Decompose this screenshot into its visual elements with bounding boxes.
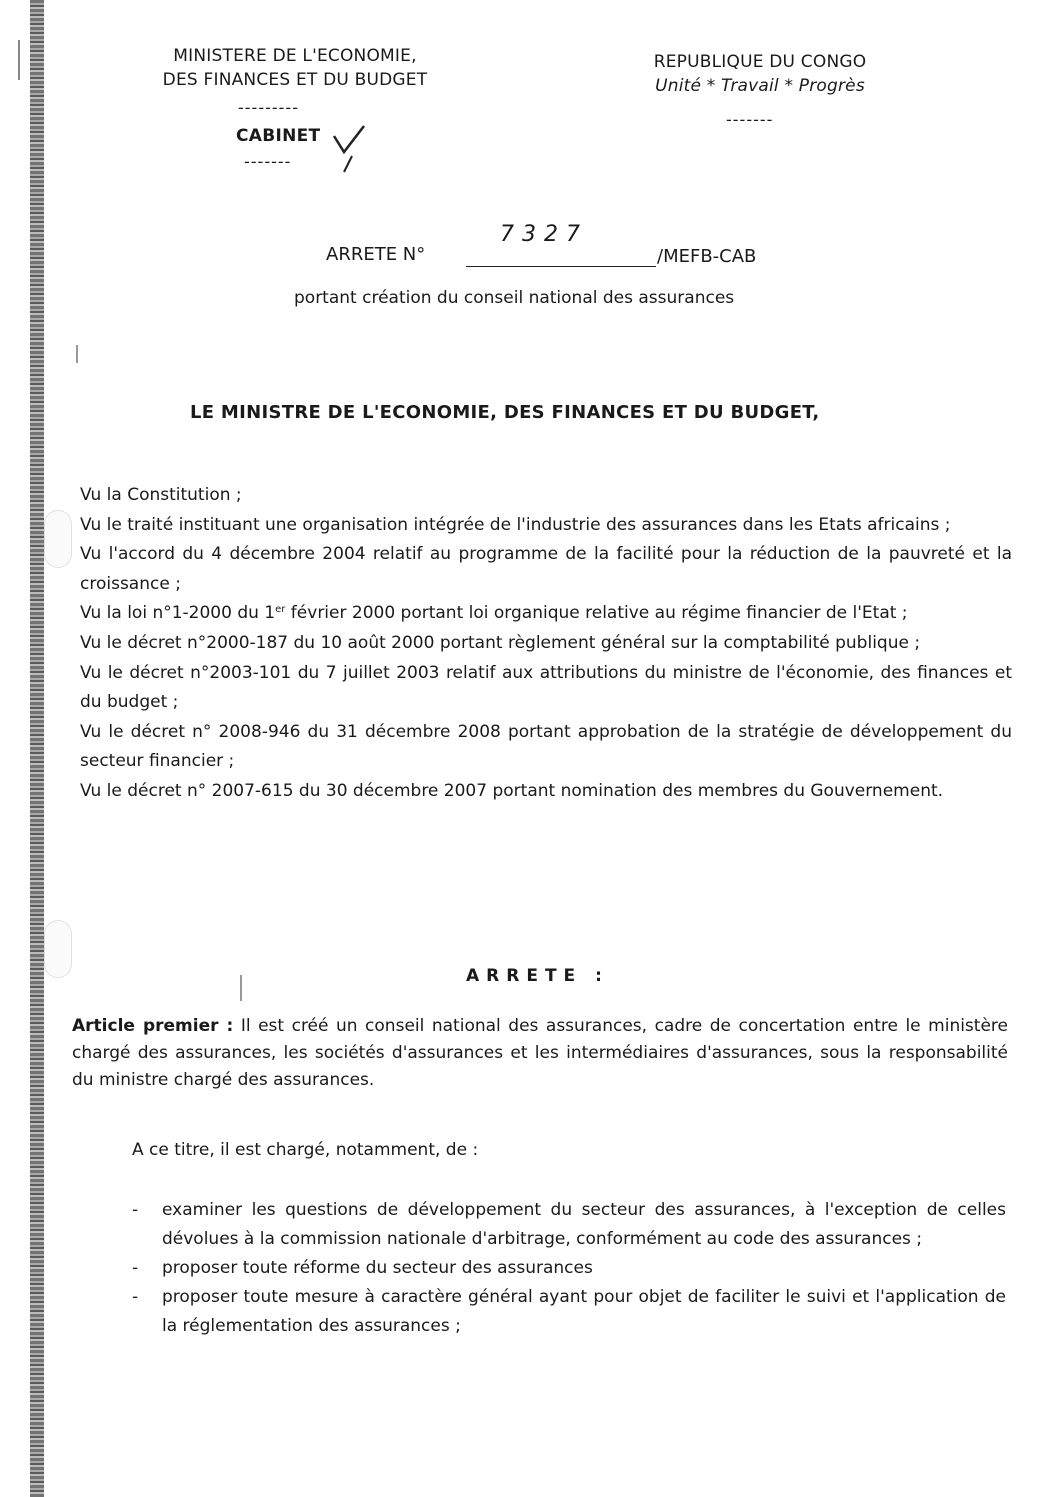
mission-item: - proposer toute mesure à caractère général ayant pour objet de faciliter le suivi et l'application de la réglementation des assurances ; xyxy=(128,1283,1006,1341)
republic-separator: ------- xyxy=(726,110,774,129)
visa-loi-superscript: er xyxy=(275,604,286,616)
visa-item: Vu le décret n° 2007-615 du 30 décembre 2007 portant nomination des membres du Gouvernement. xyxy=(80,780,944,801)
republic-header xyxy=(600,50,920,98)
visa-item: Vu le décret n°2003-101 du 7 juillet 2003 relatif aux attributions du ministre de l'économie, des finances et du budget ; xyxy=(80,662,1012,713)
cabinet-separator: ------- xyxy=(244,152,292,171)
missions-intro: A ce titre, il est chargé, notamment, de : xyxy=(132,1140,479,1160)
visa-item: Vu le décret n° 2008-946 du 31 décembre 2008 portant approbation de la stratégie de développement du secteur financier ; xyxy=(80,721,1012,772)
visa-item: Vu la Constitution ; xyxy=(80,485,242,505)
arrete-subject: portant création du conseil national des assurances xyxy=(294,288,735,308)
visas-section xyxy=(80,481,1012,807)
scan-edge-mark xyxy=(76,345,78,363)
ministry-name-line1: MINISTERE DE L'ECONOMIE, xyxy=(173,46,417,66)
mission-item: - examiner les questions de développement du secteur des assurances, à l'exception de celles dévolues à la commission nationale d'arbitrage, conformément au code des assurances ; xyxy=(128,1196,1006,1254)
visa-loi-prefix: Vu la loi n°1-2000 du 1 xyxy=(80,603,276,624)
decision-title: ARRETE : xyxy=(466,966,609,986)
visa-item: Vu le décret n°2000-187 du 10 août 2000 portant règlement général sur la comptabilité publique ; xyxy=(80,632,921,653)
scan-binding-edge xyxy=(30,0,44,1497)
mission-item: - proposer toute réforme du secteur des assurances xyxy=(128,1254,1006,1283)
minister-title: LE MINISTRE DE L'ECONOMIE, DES FINANCES ET DU BUDGET, xyxy=(190,402,820,423)
scan-edge-mark xyxy=(18,40,20,80)
ministry-separator: --------- xyxy=(238,98,299,117)
arrete-number: 7327 xyxy=(500,222,588,247)
ministry-header xyxy=(100,44,490,92)
scan-edge-mark xyxy=(240,975,242,1001)
cabinet-label: CABINET xyxy=(236,126,321,146)
visa-item: Vu le traité instituant une organisation intégrée de l'industrie des assurances dans les Etats africains ; xyxy=(80,514,951,535)
visa-item: Vu l'accord du 4 décembre 2004 relatif au programme de la facilité pour la réduction de la pauvreté et la croissance ; xyxy=(80,544,1012,594)
arrete-label: ARRETE N° xyxy=(326,244,426,265)
punch-hole-mark xyxy=(44,920,72,978)
missions-list xyxy=(128,1196,1006,1341)
visa-loi-suffix: février 2000 portant loi organique relative au régime financier de l'Etat ; xyxy=(285,603,908,624)
article-premier xyxy=(72,1013,1008,1094)
national-motto: Unité * Travail * Progrès xyxy=(655,76,865,96)
article-text: Il est créé un conseil national des assurances, cadre de concertation entre le ministère chargé des assurances, les sociétés d'assurances et les intermédiaires d'assurances, sous la responsabilité du ministre chargé des assurances. xyxy=(72,1016,1008,1090)
ministry-name-line2: DES FINANCES ET DU BUDGET xyxy=(162,70,428,90)
handwritten-check-mark xyxy=(330,122,370,174)
arrete-number-underline xyxy=(466,266,656,267)
punch-hole-mark xyxy=(44,510,72,568)
arrete-reference: /MEFB-CAB xyxy=(657,246,757,267)
republic-name: REPUBLIQUE DU CONGO xyxy=(653,52,867,72)
visa-item-loi xyxy=(80,599,1012,629)
article-label: Article premier : xyxy=(72,1016,234,1036)
